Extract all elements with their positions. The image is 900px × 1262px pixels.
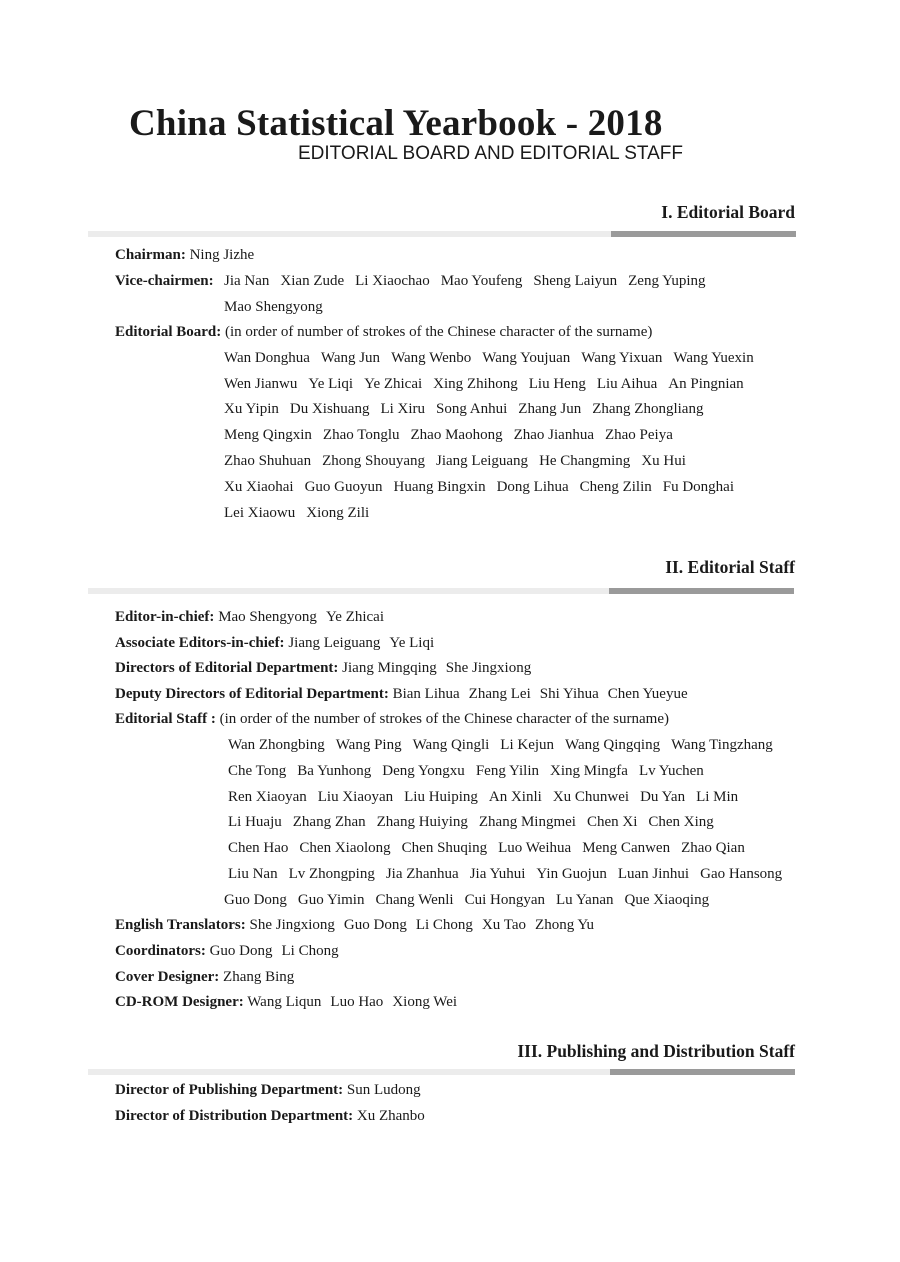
editorial-board-label: Editorial Board: (115, 324, 222, 340)
person-name: Du Xishuang (289, 401, 370, 417)
editorial-board-row (224, 399, 703, 419)
person-name: Chen Xing (648, 814, 714, 830)
section-divider (88, 1069, 795, 1075)
person-name: An Xinli (488, 789, 542, 805)
person-name: Wang Tingzhang (671, 737, 773, 753)
editorial-staff-row (228, 838, 745, 858)
person-name: Wang Liqun (247, 994, 322, 1010)
person-name: Liu Huiping (404, 789, 478, 805)
person-name: Zhang Zhongliang (592, 401, 704, 417)
person-name: Ba Yunhong (297, 763, 372, 779)
person-name: Che Tong (228, 763, 287, 779)
editorial-board-row (224, 451, 686, 471)
editorial-staff-row (224, 890, 709, 910)
person-name: Wang Ping (335, 737, 402, 753)
person-name: Liu Nan (228, 866, 278, 882)
person-name: Jia Nan (224, 273, 270, 289)
cover-designer-line (115, 967, 303, 987)
person-name: Zhao Jianhua (513, 427, 594, 443)
person-name: She Jingxiong (249, 917, 335, 933)
person-name: Xu Xiaohai (224, 479, 294, 495)
person-name: Cheng Zilin (579, 479, 652, 495)
person-name: Bian Lihua (392, 686, 460, 702)
person-name: Zeng Yuping (628, 273, 706, 289)
person-name: Meng Qingxin (224, 427, 312, 443)
person-name: Xing Zhihong (433, 376, 518, 392)
editorial-staff-row (228, 761, 704, 781)
deputy-directors-label: Deputy Directors of Editorial Department: (115, 686, 389, 702)
person-name: Mao Shengyong (224, 299, 323, 315)
person-name: Zhao Tonglu (322, 427, 400, 443)
directors-line (115, 658, 540, 678)
person-name: Li Chong (415, 917, 473, 933)
person-name: Ye Liqi (308, 376, 354, 392)
person-name: She Jingxiong (445, 660, 532, 676)
person-name: Xu Tao (481, 917, 527, 933)
person-name: Guo Dong (343, 917, 407, 933)
editorial-board-row (224, 425, 673, 445)
person-name: Li Xiru (380, 401, 426, 417)
person-name: Liu Xiaoyan (317, 789, 394, 805)
person-name: Ye Zhicai (325, 609, 384, 625)
person-name: Chang Wenli (375, 892, 454, 908)
person-name: Zhang Bing (223, 969, 295, 985)
person-name: Chen Shuqing (401, 840, 488, 856)
person-name: Meng Canwen (582, 840, 671, 856)
person-name: Li Min (696, 789, 739, 805)
person-name: Ye Zhicai (364, 376, 423, 392)
person-name: Que Xiaoqing (624, 892, 710, 908)
person-name: Li Huaju (228, 814, 282, 830)
person-name: Jiang Mingqing (342, 660, 437, 676)
section-divider (88, 588, 794, 594)
coordinators-label: Coordinators: (115, 943, 206, 959)
section-heading-editorial-staff: II. Editorial Staff (665, 557, 795, 577)
person-name: Zhao Maohong (410, 427, 503, 443)
person-name: Fu Donghai (662, 479, 734, 495)
person-name: Liu Aihua (596, 376, 658, 392)
person-name: Ye Liqi (389, 635, 435, 651)
publishing-director-label: Director of Publishing Department: (115, 1082, 344, 1098)
person-name: Xu Zhanbo (356, 1108, 425, 1124)
person-name: Mao Youfeng (440, 273, 523, 289)
cover-designer-label: Cover Designer: (115, 969, 220, 985)
associate-editors-line (115, 633, 443, 653)
editorial-staff-note: (in order of the number of strokes of the Chinese character of the surname) (219, 711, 669, 727)
page-title: China Statistical Yearbook - 2018 (129, 103, 663, 144)
coordinators-line (115, 941, 348, 961)
directors-label: Directors of Editorial Department: (115, 660, 339, 676)
person-name: Wan Zhongbing (228, 737, 325, 753)
person-name: Xiong Zili (306, 505, 370, 521)
editorial-board-row (224, 503, 369, 523)
person-name: Wang Wenbo (391, 350, 472, 366)
editorial-staff-label-line (115, 709, 669, 729)
editorial-staff-row (228, 864, 782, 884)
distribution-director-label: Director of Distribution Department: (115, 1108, 354, 1124)
editorial-board-note: (in order of number of strokes of the Chinese character of the surname) (225, 324, 653, 340)
person-name: Zhang Zhan (292, 814, 366, 830)
person-name: Zhao Peiya (604, 427, 673, 443)
person-name: Feng Yilin (475, 763, 540, 779)
person-name: Deng Yongxu (382, 763, 465, 779)
person-name: Wang Qingqing (565, 737, 661, 753)
editorial-board-row (224, 348, 754, 368)
person-name: Liu Heng (528, 376, 586, 392)
section-divider (88, 231, 796, 237)
person-name: Lv Zhongping (288, 866, 375, 882)
person-name: Mao Shengyong (218, 609, 317, 625)
person-name: Xu Hui (641, 453, 686, 469)
person-name: Ren Xiaoyan (228, 789, 307, 805)
person-name: Wang Youjuan (482, 350, 571, 366)
person-name: Chen Hao (228, 840, 289, 856)
person-name: Wan Donghua (224, 350, 310, 366)
person-name: Luo Weihua (498, 840, 572, 856)
person-name: Xiong Wei (392, 994, 458, 1010)
person-name: Jia Zhanhua (385, 866, 459, 882)
person-name: Wang Jun (320, 350, 381, 366)
person-name: Luan Jinhui (617, 866, 690, 882)
person-name: Guo Dong (224, 892, 287, 908)
vice-chairmen-row (224, 271, 706, 291)
person-name: Jiang Leiguang (288, 635, 381, 651)
vice-chairmen-row (224, 297, 323, 317)
person-name: Xu Chunwei (552, 789, 630, 805)
person-name: Luo Hao (330, 994, 384, 1010)
person-name: Lu Yanan (555, 892, 614, 908)
cdrom-designer-line (115, 992, 466, 1012)
person-name: Sheng Laiyun (533, 273, 618, 289)
person-name: Xing Mingfa (550, 763, 628, 779)
person-name: Wen Jianwu (224, 376, 298, 392)
person-name: Gao Hansong (700, 866, 783, 882)
person-name: Yin Guojun (536, 866, 607, 882)
deputy-directors-line (115, 684, 697, 704)
person-name: Xu Yipin (224, 401, 279, 417)
person-name: Zhong Shouyang (322, 453, 425, 469)
person-name: Huang Bingxin (393, 479, 486, 495)
chairman-line (115, 245, 254, 265)
person-name: Zhang Lei (468, 686, 531, 702)
vice-chairmen-label: Vice-chairmen: (115, 273, 214, 289)
person-name: Zhao Shuhuan (224, 453, 312, 469)
person-name: Wang Yuexin (673, 350, 754, 366)
person-name: Guo Dong (209, 943, 273, 959)
person-name: Guo Guoyun (304, 479, 383, 495)
translators-label: English Translators: (115, 917, 246, 933)
person-name: Jiang Leiguang (436, 453, 529, 469)
person-name: Chen Xiaolong (299, 840, 391, 856)
editorial-staff-row (228, 812, 714, 832)
editor-in-chief-label: Editor-in-chief: (115, 609, 215, 625)
person-name: Chen Yueyue (607, 686, 688, 702)
person-name: Zhang Huiying (376, 814, 468, 830)
editorial-staff-row (228, 735, 773, 755)
person-name: An Pingnian (668, 376, 744, 392)
publishing-director-line (115, 1080, 421, 1100)
associate-editors-label: Associate Editors-in-chief: (115, 635, 285, 651)
person-name: Zhang Jun (518, 401, 582, 417)
editorial-staff-row (228, 787, 738, 807)
editorial-board-label-line (115, 322, 652, 342)
section-heading-editorial-board: I. Editorial Board (661, 202, 795, 222)
person-name: He Changming (539, 453, 631, 469)
person-name: Zhong Yu (535, 917, 595, 933)
person-name: Wang Yixuan (581, 350, 663, 366)
chairman-name: Ning Jizhe (189, 247, 255, 263)
editorial-board-row (224, 477, 734, 497)
person-name: Li Chong (281, 943, 339, 959)
distribution-director-line (115, 1106, 425, 1126)
editor-in-chief-line (115, 607, 393, 627)
person-name: Song Anhui (436, 401, 508, 417)
person-name: Dong Lihua (496, 479, 569, 495)
person-name: Guo Yimin (297, 892, 365, 908)
person-name: Lei Xiaowu (224, 505, 296, 521)
editorial-board-row (224, 374, 744, 394)
page-subtitle: EDITORIAL BOARD AND EDITORIAL STAFF (298, 143, 684, 164)
person-name: Wang Qingli (412, 737, 490, 753)
person-name: Jia Yuhui (469, 866, 526, 882)
cdrom-designer-label: CD-ROM Designer: (115, 994, 244, 1010)
person-name: Zhao Qian (681, 840, 745, 856)
person-name: Sun Ludong (346, 1082, 421, 1098)
person-name: Lv Yuchen (638, 763, 704, 779)
person-name: Li Xiaochao (355, 273, 430, 289)
person-name: Xian Zude (280, 273, 345, 289)
vice-chairmen-label-line (115, 271, 214, 291)
person-name: Shi Yihua (539, 686, 599, 702)
chairman-label: Chairman: (115, 247, 186, 263)
person-name: Chen Xi (586, 814, 638, 830)
person-name: Li Kejun (500, 737, 555, 753)
translators-line (115, 915, 603, 935)
person-name: Cui Hongyan (464, 892, 545, 908)
person-name: Du Yan (640, 789, 686, 805)
section-heading-publishing: III. Publishing and Distribution Staff (517, 1041, 795, 1061)
editorial-staff-label: Editorial Staff : (115, 711, 216, 727)
person-name: Zhang Mingmei (478, 814, 576, 830)
